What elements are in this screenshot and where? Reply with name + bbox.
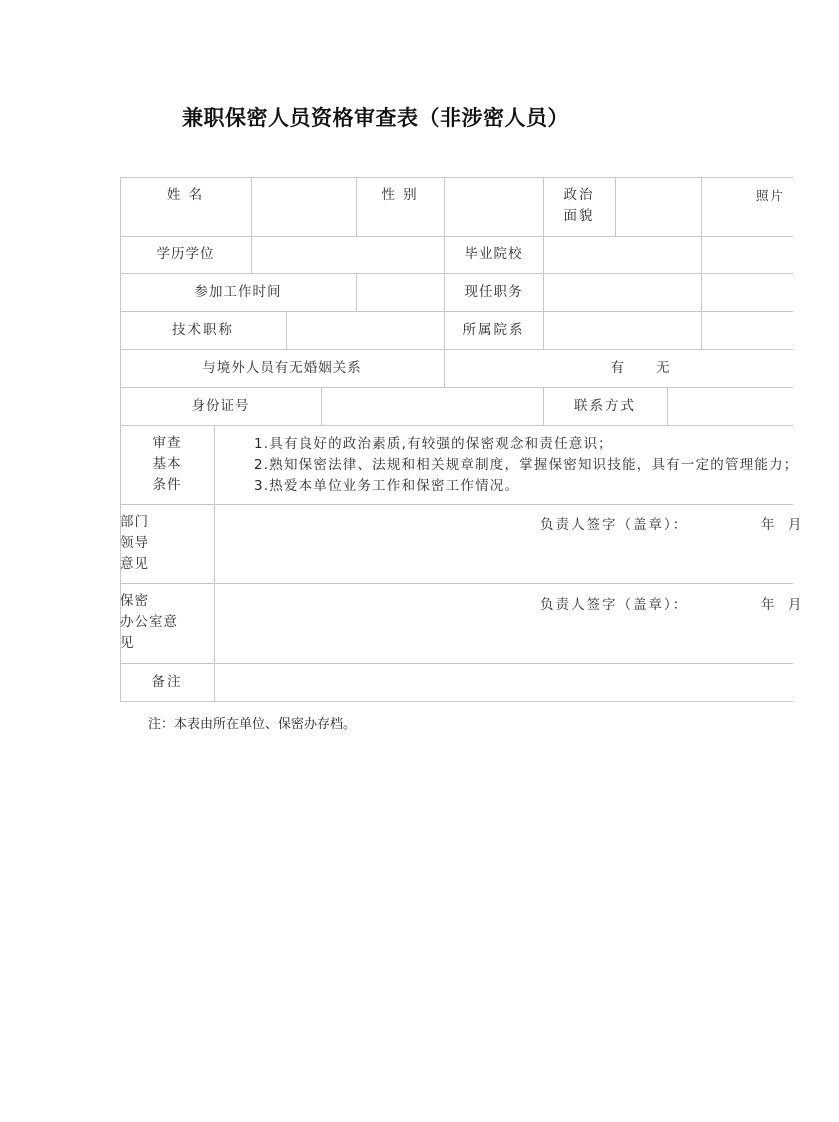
- dept-opinion-label: [120, 504, 214, 583]
- political-status-line-1: 政治: [563, 187, 595, 203]
- remarks-label: 备注: [151, 673, 183, 690]
- office-signature-label: 负责人签字（盖章）：: [540, 597, 689, 613]
- footnote: 注：本表由所在单位、保密办存档。: [148, 717, 357, 732]
- review-conditions-label: [120, 425, 214, 504]
- office-label-line-1: 保密: [120, 593, 149, 609]
- graduated-school-field[interactable]: [543, 236, 701, 273]
- option-no[interactable]: 无: [656, 359, 672, 376]
- gender-label: 性 别: [381, 187, 419, 203]
- form-title: 兼职保密人员资格审查表（非涉密人员）: [182, 105, 569, 130]
- foreign-marriage-options: [444, 349, 838, 387]
- gender-field[interactable]: [444, 177, 543, 236]
- work-start-label: 参加工作时间: [194, 283, 282, 300]
- office-label-line-2: 办公室意: [120, 614, 178, 630]
- education-field[interactable]: [251, 236, 444, 273]
- contact-label: 联系方式: [574, 397, 636, 414]
- dept-label-line-1: 部门: [120, 514, 149, 530]
- review-label-line-1: 审查: [152, 435, 182, 451]
- work-start-field[interactable]: [356, 273, 444, 311]
- foreign-marriage-label: 与境外人员有无婚姻关系: [202, 359, 362, 376]
- id-number-field[interactable]: [321, 387, 543, 425]
- education-label: 学历学位: [156, 246, 215, 262]
- dept-label-line-3: 意见: [120, 556, 149, 572]
- option-yes[interactable]: 有: [610, 359, 626, 376]
- condition-item: 3.热爱本单位业务工作和保密工作情况。: [254, 478, 520, 494]
- condition-item: 2.熟知保密法律、法规和相关规章制度，掌握保密知识技能，具有一定的管理能力；: [254, 457, 799, 473]
- review-label-line-3: 条件: [152, 477, 182, 493]
- office-opinion-field[interactable]: [214, 583, 793, 663]
- dept-month-label: 月: [788, 517, 804, 533]
- id-number-label: 身份证号: [191, 397, 250, 414]
- dept-signature-label: 负责人签字（盖章）：: [540, 517, 689, 533]
- political-status-line-2: 面貌: [563, 208, 595, 224]
- office-label-line-3: 见: [120, 635, 135, 651]
- graduated-school-label: 毕业院校: [464, 246, 523, 262]
- department-field[interactable]: [543, 311, 701, 349]
- contact-field[interactable]: [667, 387, 793, 425]
- review-label-line-2: 基本: [152, 456, 182, 472]
- office-opinion-label: [120, 583, 214, 663]
- name-label: 姓 名: [166, 187, 205, 203]
- remarks-field[interactable]: [214, 663, 793, 701]
- political-status-label: [543, 177, 615, 236]
- dept-year-label: 年: [761, 517, 777, 533]
- current-position-field[interactable]: [543, 273, 701, 311]
- condition-item: 1.具有良好的政治素质,有较强的保密观念和责任意识；: [254, 436, 613, 452]
- current-position-label: 现任职务: [464, 283, 523, 300]
- photo-label: 照片: [756, 188, 786, 203]
- review-conditions-list: [254, 434, 798, 497]
- office-year-label: 年: [761, 597, 777, 613]
- name-field[interactable]: [251, 177, 356, 236]
- dept-label-line-2: 领导: [120, 535, 149, 551]
- title-rank-field[interactable]: [286, 311, 444, 349]
- title-rank-label: 技术职称: [172, 321, 234, 338]
- office-month-label: 月: [788, 597, 804, 613]
- dept-opinion-field[interactable]: [214, 504, 793, 583]
- department-label: 所属院系: [462, 321, 525, 338]
- political-status-field[interactable]: [615, 177, 701, 236]
